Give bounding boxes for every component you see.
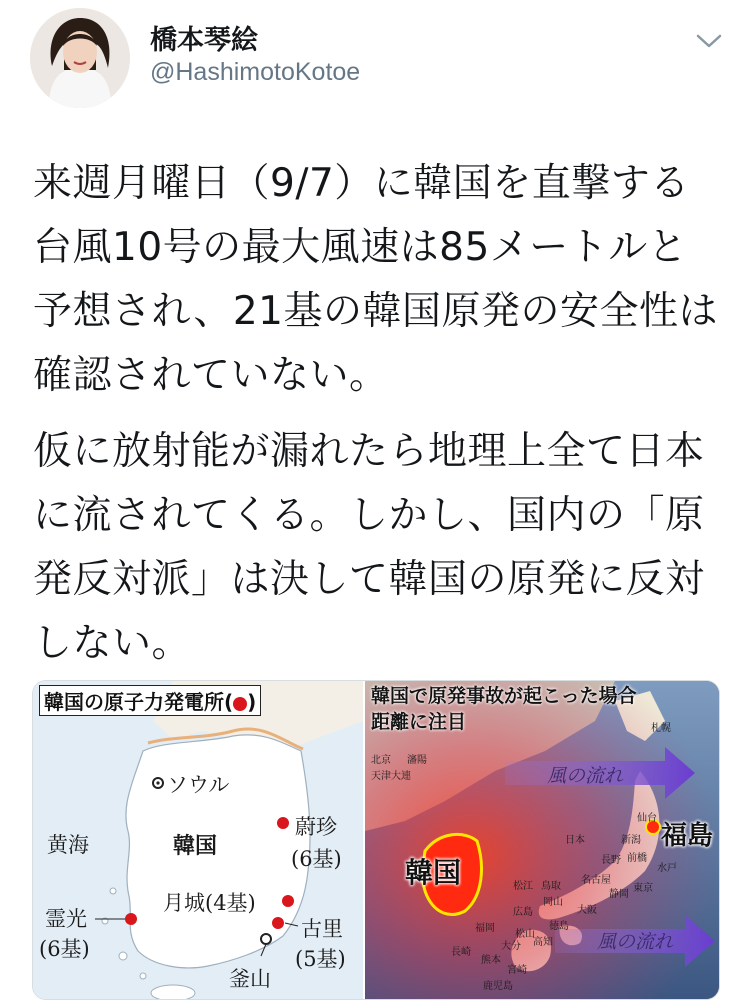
label-korea-right: 韓国 xyxy=(405,856,462,889)
label-kagoshima: 鹿児島 xyxy=(483,981,513,992)
label-shizuoka: 静岡 xyxy=(609,889,629,900)
label-wind-top: 風の流れ xyxy=(547,765,624,787)
label-uljin-count: (6基) xyxy=(291,847,342,871)
label-wind-bottom: 風の流れ xyxy=(597,931,674,953)
label-yellow-sea: 黄海 xyxy=(47,833,89,857)
label-nagasaki: 長崎 xyxy=(451,947,471,958)
label-kori-count: (5基) xyxy=(295,947,346,971)
display-name[interactable]: 橋本琴絵 xyxy=(150,25,258,56)
tweet-paragraph-1: 来週月曜日（9/7）に韓国を直撃する台風10号の最大風速は85メートルと予想され、21基の韓国原発の安全性は確認されていない。 xyxy=(33,161,718,398)
right-map-title xyxy=(371,683,637,735)
label-tokushima: 徳島 xyxy=(549,921,569,932)
label-tianjin: 天津 xyxy=(371,771,391,782)
label-sapporo: 札幌 xyxy=(651,723,671,734)
label-tokyo: 東京 xyxy=(633,883,653,894)
label-busan: 釜山 xyxy=(229,967,271,991)
plant-marker-legend-icon xyxy=(233,697,247,711)
label-dalian: 大連 xyxy=(391,771,411,782)
label-beijing: 北京 xyxy=(371,755,391,766)
label-yeonggwang-count: (6基) xyxy=(39,937,90,961)
label-korea: 韓国 xyxy=(173,833,218,859)
label-miyazaki: 宮崎 xyxy=(507,965,527,976)
user-handle[interactable]: @HashimotoKotoe xyxy=(150,58,361,86)
right-map-title-line2: 距離に注目 xyxy=(371,711,467,733)
label-yeonggwang: 霊光 xyxy=(45,907,87,931)
left-map-title-close: ) xyxy=(247,690,257,714)
label-okayama: 岡山 xyxy=(543,897,563,908)
label-fukuoka: 福岡 xyxy=(475,923,495,934)
label-oita: 大分 xyxy=(501,941,521,952)
tweet-media-image[interactable] xyxy=(32,680,720,1000)
chevron-down-icon[interactable] xyxy=(694,30,724,52)
tweet-text xyxy=(33,152,723,676)
label-kumamoto: 熊本 xyxy=(481,955,501,966)
label-seoul: ソウル xyxy=(167,773,230,797)
left-map-title xyxy=(39,685,261,716)
label-tottori: 鳥取 xyxy=(541,881,561,892)
label-sendai: 仙台 xyxy=(637,813,657,824)
label-shenyang: 瀋陽 xyxy=(407,755,427,766)
tweet-header xyxy=(0,0,750,120)
label-kori: 古里 xyxy=(301,917,343,941)
fallout-distance-map xyxy=(365,681,720,1000)
label-niigata: 新潟 xyxy=(621,835,641,846)
avatar[interactable] xyxy=(30,8,130,108)
label-nagano: 長野 xyxy=(601,855,621,866)
korea-nuclear-plants-map xyxy=(33,681,363,1000)
right-map-title-line1: 韓国で原発事故が起こった場合 xyxy=(371,685,637,707)
label-maebashi: 前橋 xyxy=(627,853,647,864)
label-osaka: 大阪 xyxy=(577,905,597,916)
label-uljin: 蔚珍 xyxy=(295,815,337,839)
tweet-paragraph-2: 仮に放射能が漏れたら地理上全て日本に流されてくる。しかし、国内の「原発反対派」は決して韓国の原発に反対しない。 xyxy=(33,429,705,666)
label-nagoya: 名古屋 xyxy=(581,875,611,886)
left-map-title-text: 韓国の原子力発電所( xyxy=(44,690,234,714)
label-fukushima: 福島 xyxy=(661,821,714,851)
label-hiroshima: 広島 xyxy=(513,907,533,918)
label-kochi: 高知 xyxy=(533,937,553,948)
label-wolseong: 月城(4基) xyxy=(163,891,256,915)
label-matsuyama: 松山 xyxy=(515,929,535,940)
label-nihon: 日本 xyxy=(565,835,585,846)
label-matsue: 松江 xyxy=(513,881,533,892)
label-mito: 水戸 xyxy=(657,863,677,874)
